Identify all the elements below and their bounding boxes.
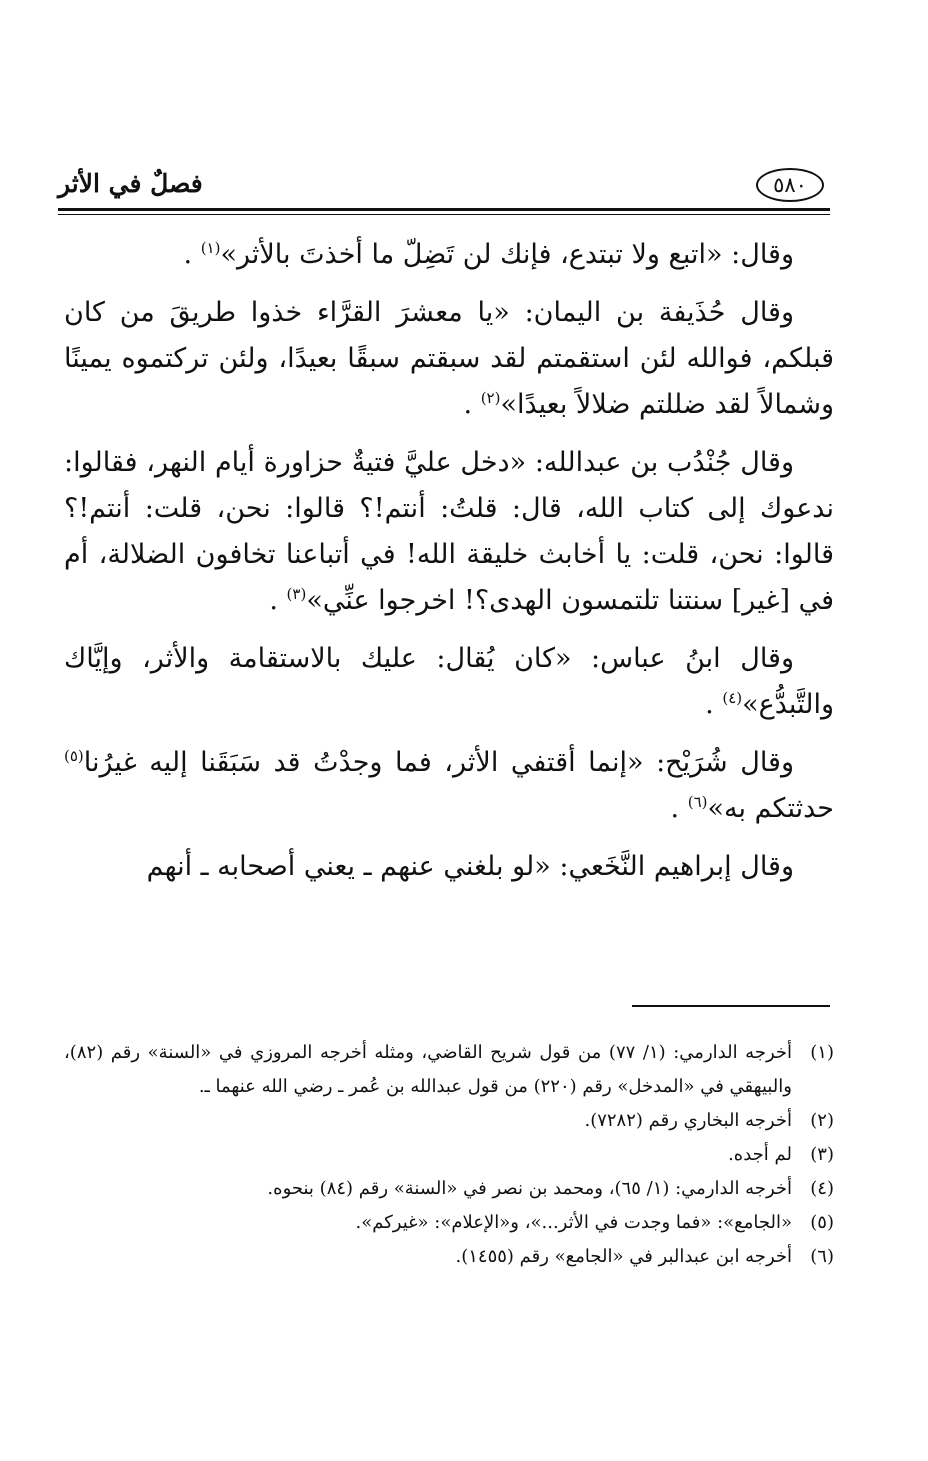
footnote-ref: (٢) [480, 389, 501, 407]
footnote [64, 1036, 834, 1104]
footnote-ref: (٥) [64, 747, 84, 765]
footnote [64, 1240, 834, 1274]
paragraph: وقال ابنُ عباس: «كان يُقال: عليك بالاستقامة والأثر، وإيَّاك والتَّبدُّع»$^{(٤)}$ . [64, 643, 834, 720]
header-rule-thin [58, 214, 830, 215]
footnotes [64, 1036, 834, 1274]
footnote-number: (٦) [810, 1246, 834, 1267]
paragraph: وقال شُرَيْح: «إنما أقتفي الأثر، فما وجدْتُ قد سَبَقَنا إليه غيرُنا$^{(٥)}$ حدثتكم به»$^{(٦)}$ . [64, 747, 834, 824]
footnote [64, 1206, 834, 1240]
page-header [58, 168, 830, 204]
paragraph: وقال حُذَيفة بن اليمان: «يا معشرَ القرَّاء خذوا طريقَ من كان قبلكم، فوالله لئن استقمتم لقد سبقتم سبقًا بعيدًا، ولئن تركتموه يمينًا وشمالاً لقد ضللتم ضلالاً بعيدًا»$^{(٢)}$ . [64, 297, 834, 420]
footnote-text: أخرجه ابن عبدالبر في «الجامع» رقم (١٤٥٥). [455, 1246, 792, 1267]
footnote-number: (٤) [810, 1178, 834, 1199]
footnote-number: (٥) [810, 1212, 834, 1233]
footnote-text: أخرجه البخاري رقم (٧٢٨٢). [584, 1110, 792, 1131]
footnote-text: «الجامع»: «فما وجدت في الأثر...»، و«الإعلام»: «غيركم». [355, 1212, 792, 1233]
footnote-ref: (٣) [286, 585, 307, 603]
footnote-text: أخرجه الدارمي: (١/ ٧٧) من قول شريح القاضي، ومثله أخرجه المروزي في «السنة» رقم (٨٢)، والبيهقي في «المدخل» رقم (٢٢٠) من قول عبدالله بن عُمر ـ رضي الله عنهما ـ. [64, 1042, 793, 1097]
footnote-number: (٢) [810, 1110, 834, 1131]
paragraph: وقال: «اتبع ولا تبتدع، فإنك لن تَضِلّ ما أخذتَ بالأثر»$^{(١)}$ . [183, 239, 794, 270]
footnote-ref: (٤) [722, 689, 743, 707]
footnote [64, 1172, 834, 1206]
paragraph: وقال جُنْدُب بن عبدالله: «دخل عليَّ فتيةٌ حزاورة أيام النهر، فقالوا: ندعوك إلى كتاب الله، قال: قلتُ: أنتم!؟ قالوا: نحن، قلت: أنتم!؟ قالوا: نحن، قلت: يا أخابث خليقة الله! في أتباعنا تخافون الضلالة، أم في [غير] سنتنا تلتمسون الهدى؟! اخرجوا عنِّي»$^{(٣)}$ . [64, 447, 834, 616]
footnote-number: (١) [810, 1042, 834, 1063]
footnote-ref: (١) [200, 239, 221, 257]
footnote-number: (٣) [810, 1144, 834, 1165]
page-number: ٥٨٠ [756, 168, 824, 202]
footnote-text: لم أجده. [728, 1144, 792, 1165]
footnote-separator [632, 1005, 830, 1007]
running-title: فصلٌ في الأثر [58, 169, 203, 198]
main-text [64, 232, 834, 902]
footnote-ref: (٦) [687, 793, 708, 811]
paragraph: وقال إبراهيم النَّخَعي: «لو بلغني عنهم ـ يعني أصحابه ـ أنهم [146, 851, 794, 882]
header-rule [58, 208, 830, 211]
footnote-text: أخرجه الدارمي: (١/ ٦٥)، ومحمد بن نصر في «السنة» رقم (٨٤) بنحوه. [267, 1178, 792, 1199]
footnote [64, 1104, 834, 1138]
footnote [64, 1138, 834, 1172]
